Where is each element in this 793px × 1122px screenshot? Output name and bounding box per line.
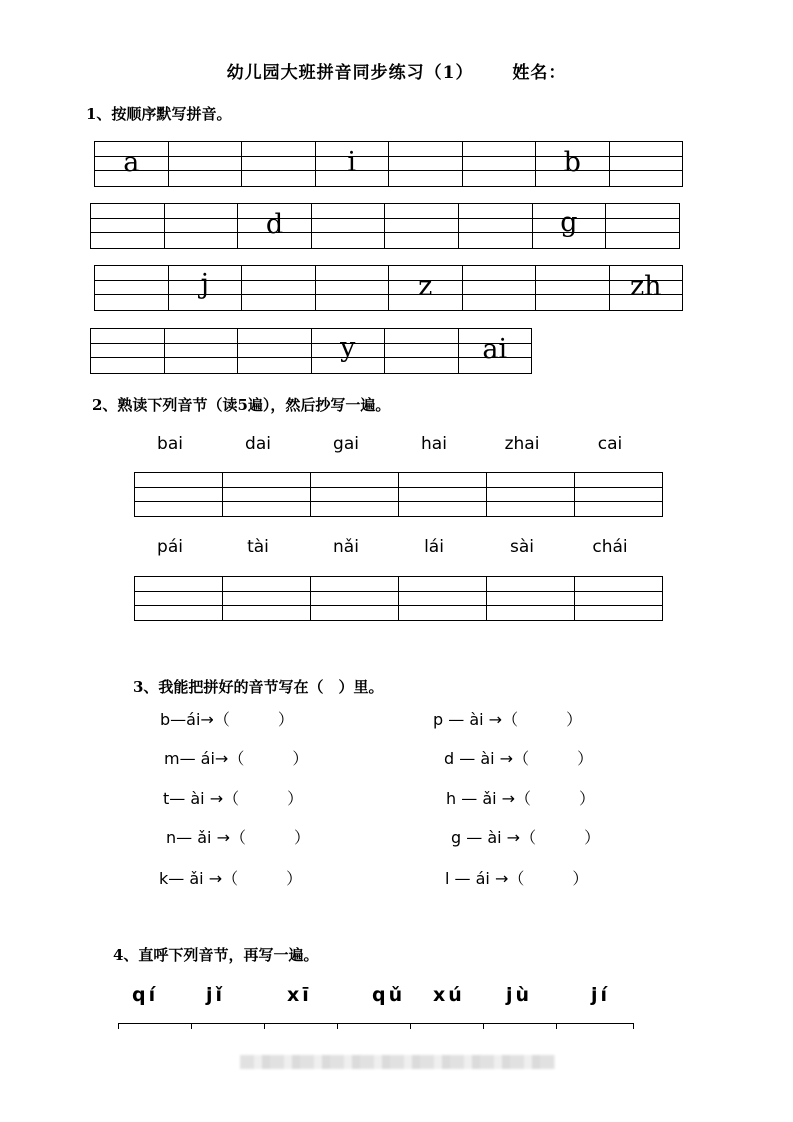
syllable: nǎi <box>333 537 359 557</box>
pinyin-grid-cell[interactable] <box>388 265 463 311</box>
pinyin-grid-cell[interactable] <box>384 328 459 374</box>
copy-grid-cell[interactable] <box>222 472 311 517</box>
pinyin-grid-cell[interactable] <box>241 141 316 187</box>
pinyin-letter: i <box>347 147 357 178</box>
copy-grid-cell[interactable] <box>222 576 311 621</box>
write-line-tick <box>556 1023 557 1029</box>
pinyin-grid-cell[interactable] <box>384 203 459 249</box>
pinyin-grid-cell[interactable] <box>168 141 243 187</box>
pinyin-grid-cell[interactable] <box>94 141 169 187</box>
pinyin-grid-cell[interactable] <box>458 328 533 374</box>
pinyin-grid-cell[interactable] <box>90 203 165 249</box>
combine-item-left[interactable]: b—ái→（ ） <box>160 710 294 729</box>
syllable: chái <box>592 537 628 557</box>
pinyin-grid-cell[interactable] <box>535 265 610 311</box>
read-syllable: jǐ <box>206 984 226 1006</box>
pinyin-letter: g <box>560 207 578 238</box>
pinyin-grid-cell[interactable] <box>609 265 684 311</box>
copy-grid-cell[interactable] <box>310 576 399 621</box>
combine-item-right[interactable]: p — ài →（ ） <box>433 710 583 729</box>
pinyin-letter: zh <box>629 271 662 302</box>
pinyin-grid-cell[interactable] <box>311 203 386 249</box>
combine-item-left[interactable]: m— ái→（ ） <box>164 749 309 768</box>
copy-grid-cell[interactable] <box>574 576 663 621</box>
read-syllable: qǔ <box>372 984 406 1006</box>
write-line-tick <box>191 1023 192 1029</box>
copy-grid-cell[interactable] <box>574 472 663 517</box>
write-line-tick <box>633 1023 634 1029</box>
pinyin-grid-cell[interactable] <box>311 328 386 374</box>
pinyin-grid-cell[interactable] <box>462 141 537 187</box>
syllable: pái <box>157 537 183 557</box>
syllable: zhai <box>504 434 540 454</box>
syllable: hai <box>421 434 447 454</box>
read-syllable: jù <box>506 984 533 1006</box>
pinyin-grid-cell[interactable] <box>237 203 312 249</box>
section2-heading: 2、熟读下列音节（读5遍），然后抄写一遍。 <box>92 396 391 414</box>
pinyin-grid-cell[interactable] <box>605 203 680 249</box>
pinyin-grid-cell[interactable] <box>535 141 610 187</box>
pinyin-letter: a <box>123 147 140 178</box>
section4-heading: 4、直呼下列音节，再写一遍。 <box>113 946 319 964</box>
pinyin-grid-cell[interactable] <box>532 203 607 249</box>
worksheet-title: 幼儿园大班拼音同步练习（1） <box>226 63 474 83</box>
copy-grid-cell[interactable] <box>310 472 399 517</box>
read-syllable: qí <box>132 984 159 1006</box>
copy-grid-cell[interactable] <box>486 472 575 517</box>
pinyin-letter: ai <box>482 334 508 365</box>
write-line-tick <box>264 1023 265 1029</box>
syllable: gai <box>333 434 359 454</box>
pinyin-grid-cell[interactable] <box>241 265 316 311</box>
pinyin-letter: d <box>265 209 284 240</box>
read-syllable: xú <box>433 984 465 1006</box>
pinyin-letter: b <box>563 147 581 178</box>
combine-item-left[interactable]: t— ài →（ ） <box>163 789 304 808</box>
pinyin-grid-cell[interactable] <box>164 328 239 374</box>
syllable: dai <box>245 434 271 454</box>
read-syllable: xī <box>287 984 312 1006</box>
pinyin-grid-cell[interactable] <box>94 265 169 311</box>
pinyin-grid-cell[interactable] <box>90 328 165 374</box>
section1-heading: 1、按顺序默写拼音。 <box>86 105 232 123</box>
copy-grid-cell[interactable] <box>134 576 223 621</box>
pinyin-grid-cell[interactable] <box>462 265 537 311</box>
write-line-tick <box>410 1023 411 1029</box>
pinyin-grid-cell[interactable] <box>237 328 312 374</box>
pinyin-letter: j <box>200 269 209 300</box>
pinyin-grid-cell[interactable] <box>315 141 390 187</box>
pinyin-grid-cell[interactable] <box>168 265 243 311</box>
pinyin-grid-cell[interactable] <box>458 203 533 249</box>
combine-item-left[interactable]: k— ǎi →（ ） <box>159 869 303 888</box>
syllable: lái <box>424 537 444 557</box>
pinyin-grid-cell[interactable] <box>164 203 239 249</box>
write-line[interactable] <box>118 1023 634 1024</box>
write-line-tick <box>483 1023 484 1029</box>
copy-grid-cell[interactable] <box>486 576 575 621</box>
write-line-tick <box>337 1023 338 1029</box>
section3-heading: 3、我能把拼好的音节写在（ ）里。 <box>133 678 384 696</box>
pinyin-grid-cell[interactable] <box>609 141 684 187</box>
pinyin-grid-cell[interactable] <box>315 265 390 311</box>
combine-item-right[interactable]: d — ài →（ ） <box>444 749 594 768</box>
watermark <box>240 1055 555 1069</box>
name-label: 姓名： <box>512 63 567 83</box>
pinyin-letter: z <box>418 271 433 302</box>
page-title <box>0 58 793 83</box>
pinyin-letter: y <box>340 332 356 363</box>
syllable: bai <box>157 434 183 454</box>
copy-grid-cell[interactable] <box>398 576 487 621</box>
read-syllable: jí <box>591 984 611 1006</box>
copy-grid-cell[interactable] <box>134 472 223 517</box>
syllable: tài <box>247 537 269 557</box>
combine-item-right[interactable]: l — ái →（ ） <box>445 869 589 888</box>
copy-grid-cell[interactable] <box>398 472 487 517</box>
syllable: sài <box>510 537 534 557</box>
combine-item-left[interactable]: n— ǎi →（ ） <box>166 828 310 847</box>
combine-item-right[interactable]: h — ǎi →（ ） <box>446 789 596 808</box>
combine-item-right[interactable]: g — ài →（ ） <box>451 828 601 847</box>
syllable: cai <box>597 434 623 454</box>
pinyin-grid-cell[interactable] <box>388 141 463 187</box>
write-line-tick <box>118 1023 119 1029</box>
